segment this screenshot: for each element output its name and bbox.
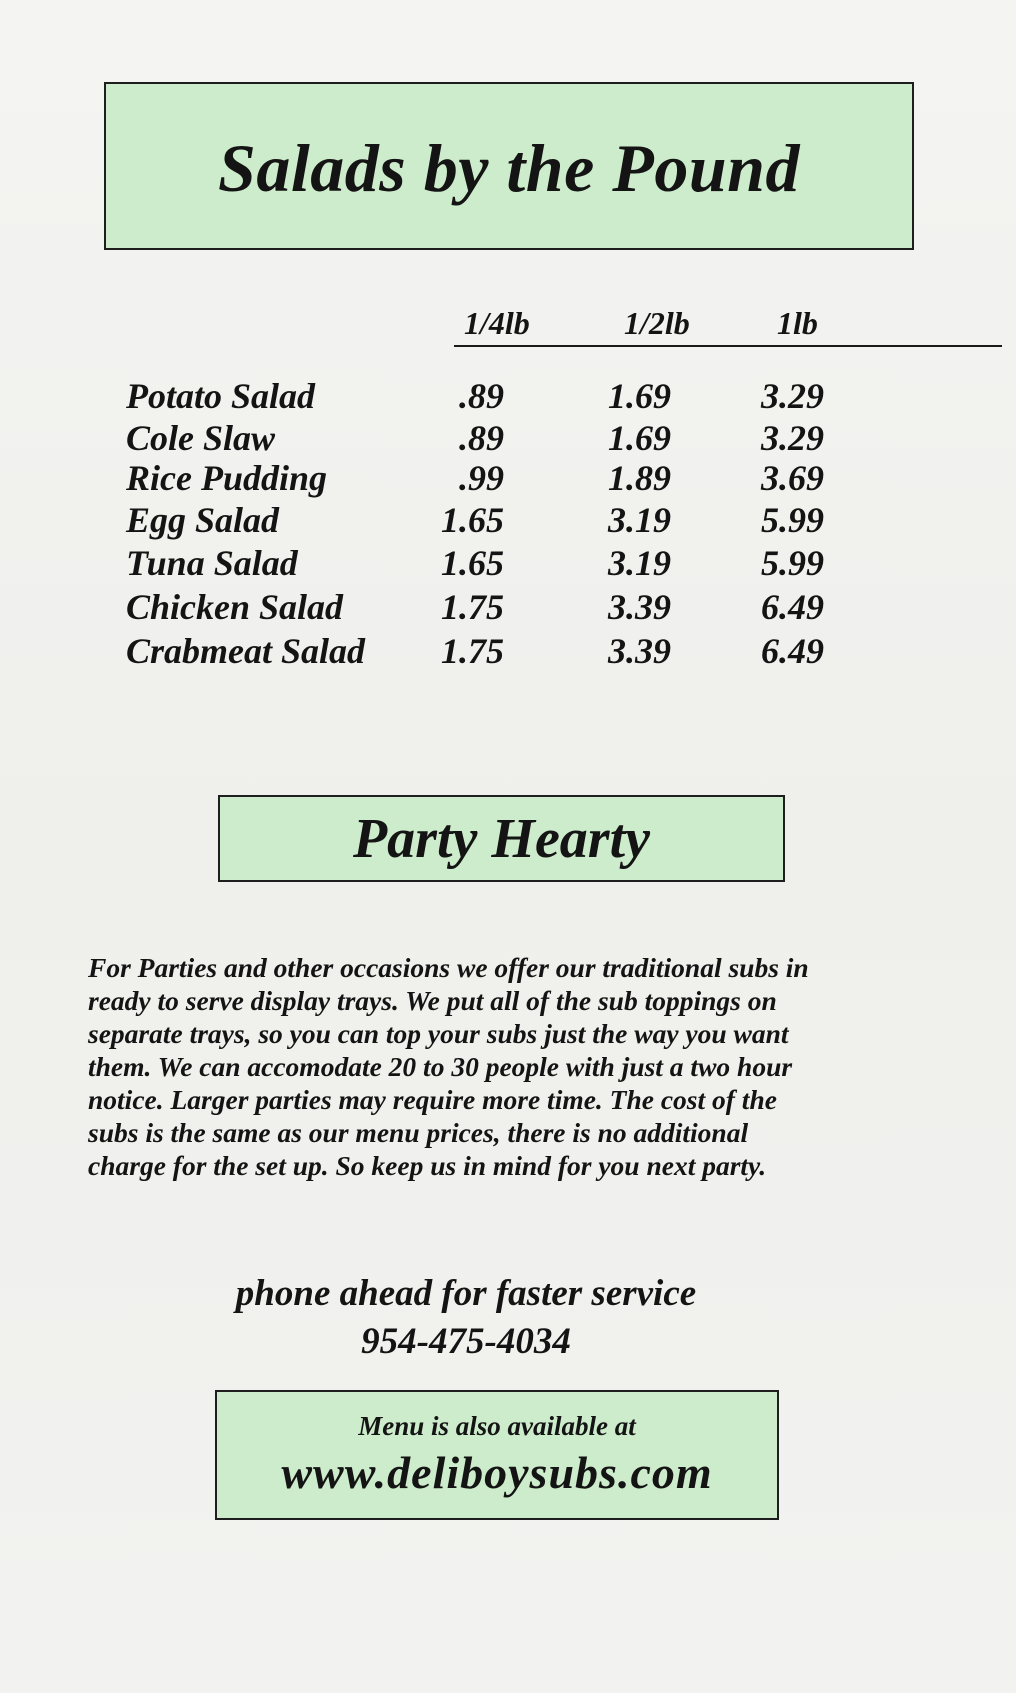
salad-row xyxy=(126,630,886,672)
price-one-pound: 5.99 xyxy=(761,500,824,540)
column-header-half-pound: 1/2lb xyxy=(624,305,690,341)
price-half-pound: 1.69 xyxy=(608,418,671,458)
party-description-line: charge for the set up. So keep us in mind for you next party. xyxy=(88,1150,767,1181)
price-one-pound: 5.99 xyxy=(761,543,824,583)
party-description-line: For Parties and other occasions we offer our traditional subs in xyxy=(88,952,809,983)
salads-title: Salads by the Pound xyxy=(218,129,800,206)
price-one-pound: 3.29 xyxy=(761,376,824,416)
salad-name: Egg Salad xyxy=(126,500,280,540)
column-header-quarter-pound: 1/4lb xyxy=(464,305,530,341)
price-half-pound: 3.19 xyxy=(608,543,671,583)
salad-row xyxy=(126,542,886,584)
salad-row xyxy=(126,457,886,499)
price-quarter-pound: 1.75 xyxy=(441,587,504,627)
price-quarter-pound: 1.65 xyxy=(441,543,504,583)
price-half-pound: 3.39 xyxy=(608,631,671,671)
price-half-pound: 3.39 xyxy=(608,587,671,627)
price-column-headers xyxy=(454,305,1002,345)
party-title-box xyxy=(218,795,785,882)
phone-number: 954-475-4034 xyxy=(361,1321,571,1362)
salad-row xyxy=(126,586,886,628)
party-description-line: separate trays, so you can top your subs just the way you want xyxy=(88,1018,789,1049)
party-description-line: them. We can accomodate 20 to 30 people with just a two hour xyxy=(88,1051,793,1082)
column-header-one-pound: 1lb xyxy=(777,305,818,341)
party-description xyxy=(88,951,948,1182)
phone-caption: phone ahead for faster service xyxy=(235,1273,697,1314)
price-quarter-pound: .89 xyxy=(459,418,504,458)
website-url: www.deliboysubs.com xyxy=(281,1447,713,1498)
salad-row xyxy=(126,375,886,417)
salad-name: Tuna Salad xyxy=(126,543,298,583)
salad-name: Cole Slaw xyxy=(126,418,276,458)
salad-row xyxy=(126,417,886,459)
salad-name: Chicken Salad xyxy=(126,587,344,627)
price-one-pound: 3.69 xyxy=(761,458,824,498)
price-one-pound: 6.49 xyxy=(761,587,824,627)
salad-row xyxy=(126,499,886,541)
salads-title-box xyxy=(104,82,914,250)
salad-name: Crabmeat Salad xyxy=(126,631,366,671)
website-box xyxy=(215,1390,779,1520)
column-header-underline xyxy=(454,345,1002,347)
price-one-pound: 3.29 xyxy=(761,418,824,458)
party-title: Party Hearty xyxy=(352,807,651,870)
website-caption: Menu is also available at xyxy=(358,1411,636,1441)
price-quarter-pound: .99 xyxy=(459,458,504,498)
price-one-pound: 6.49 xyxy=(761,631,824,671)
price-quarter-pound: 1.65 xyxy=(441,500,504,540)
salad-name: Rice Pudding xyxy=(126,458,328,498)
price-half-pound: 1.69 xyxy=(608,376,671,416)
price-half-pound: 1.89 xyxy=(608,458,671,498)
price-quarter-pound: 1.75 xyxy=(441,631,504,671)
price-quarter-pound: .89 xyxy=(459,376,504,416)
party-description-line: ready to serve display trays. We put all of the sub toppings on xyxy=(88,985,777,1016)
party-description-line: notice. Larger parties may require more time. The cost of the xyxy=(88,1084,777,1115)
price-half-pound: 3.19 xyxy=(608,500,671,540)
salad-name: Potato Salad xyxy=(126,376,316,416)
party-description-line: subs is the same as our menu prices, there is no additional xyxy=(88,1117,749,1148)
